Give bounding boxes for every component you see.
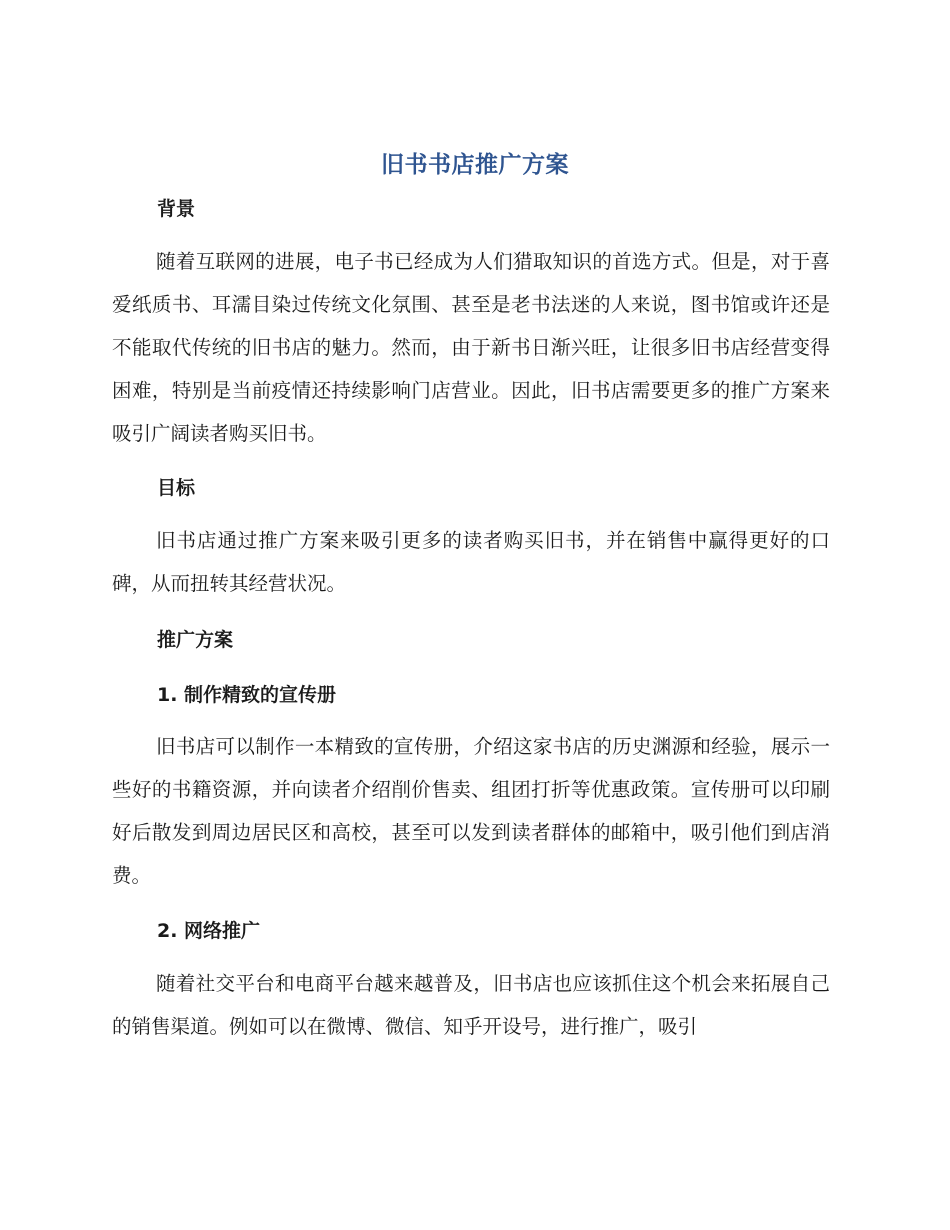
section-paragraph-goal: 旧书店通过推广方案来吸引更多的读者购买旧书，并在销售中赢得更好的口碑，从而扭转其经营状况。 xyxy=(112,529,830,595)
section-paragraph-background: 随着互联网的进展，电子书已经成为人们猎取知识的首选方式。但是，对于喜爱纸质书、耳濡目染过传统文化氛围、甚至是老书法迷的人来说，图书馆或许还是不能取代传统的旧书店的魅力。然而，由于新书日渐兴旺，让很多旧书店经营变得困难，特别是当前疫情还持续影响门店营业。因此，旧书店需要更多的推广方案来吸引广阔读者购买旧书。 xyxy=(112,250,830,445)
section-paragraph-brochure: 旧书店可以制作一本精致的宣传册，介绍这家书店的历史渊源和经验，展示一些好的书籍资源，并向读者介绍削价售卖、组团打折等优惠政策。宣传册可以印刷好后散发到周边居民区和高校，甚至可以发到读者群体的邮箱中，吸引他们到店消费。 xyxy=(112,735,830,887)
document-title: 旧书书店推广方案 xyxy=(381,152,569,178)
section-heading-plan: 推广方案 xyxy=(157,629,234,651)
section-heading-online-promotion: 2. 网络推广 xyxy=(157,920,261,942)
section-paragraph-online-promotion: 随着社交平台和电商平台越来越普及，旧书店也应该抓住这个机会来拓展自己的销售渠道。例如可以在微博、微信、知乎开设号，进行推广，吸引 xyxy=(112,972,830,1038)
section-heading-goal: 目标 xyxy=(157,477,196,499)
section-heading-background: 背景 xyxy=(157,198,196,220)
section-heading-brochure: 1. 制作精致的宣传册 xyxy=(157,684,337,706)
